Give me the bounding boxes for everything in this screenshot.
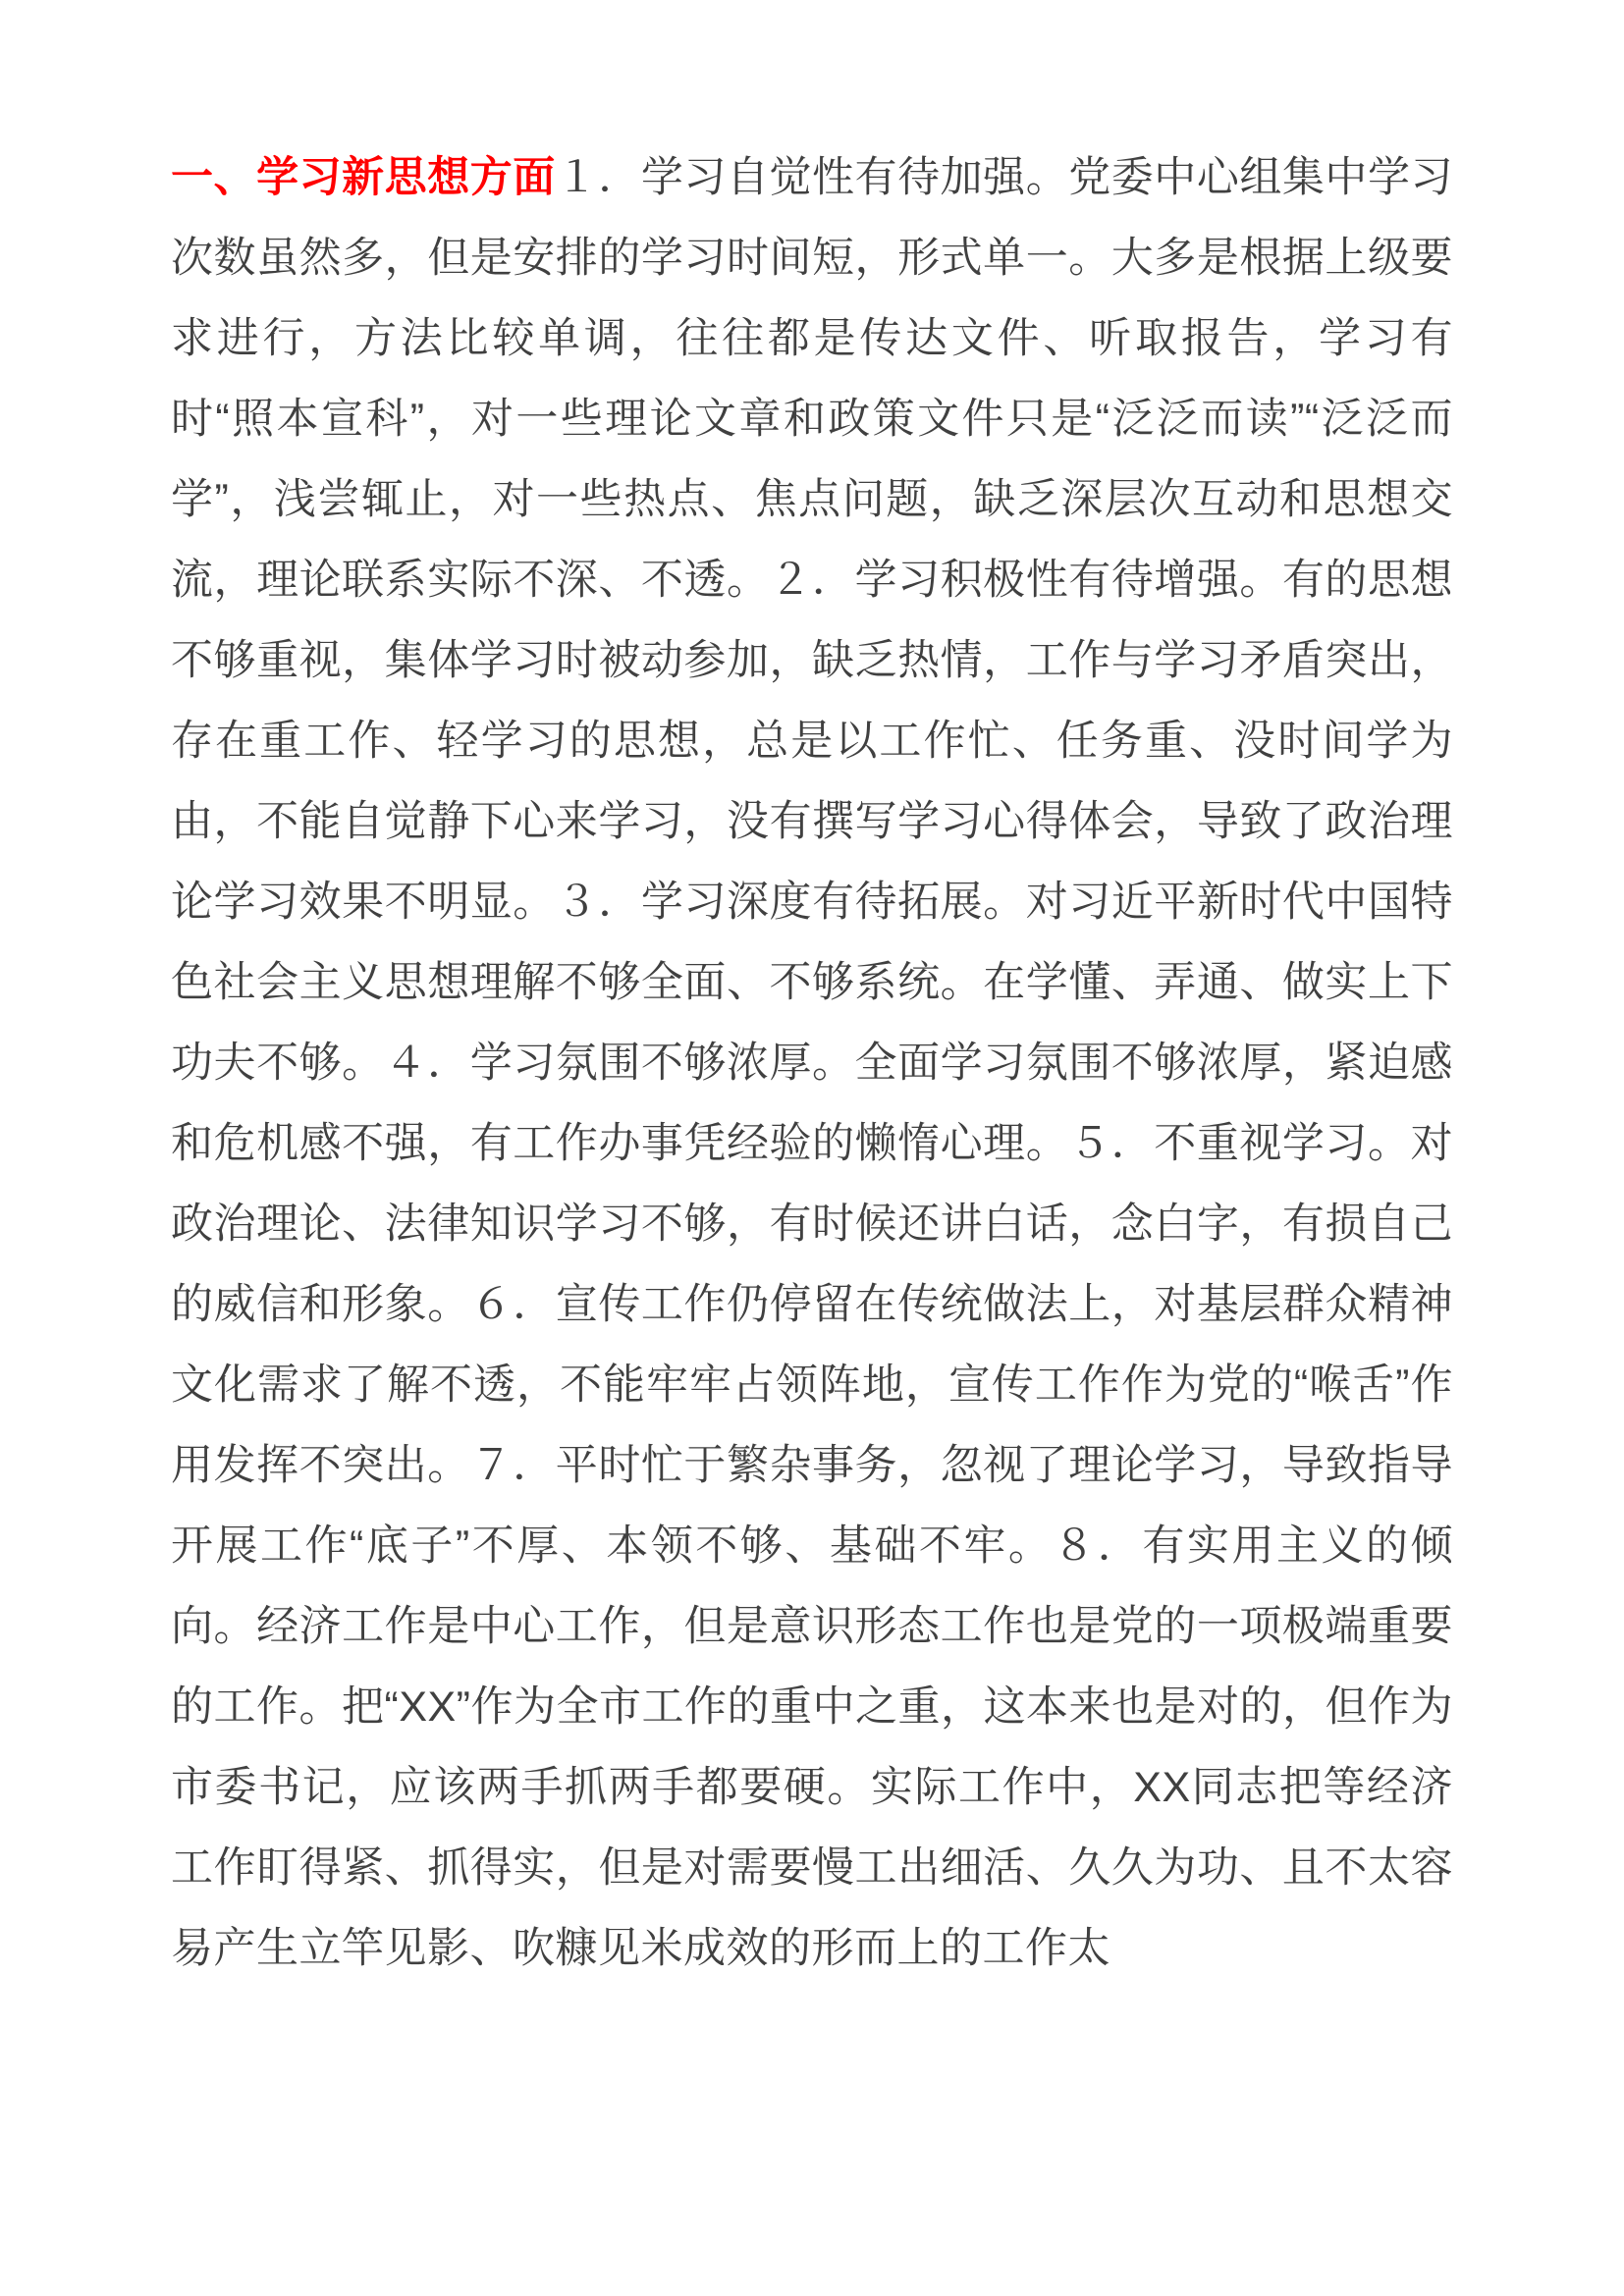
document-paragraph	[171, 137, 1453, 1989]
section-heading: 一、学习新思想方面	[171, 154, 556, 201]
paragraph-body-text: １．学习自觉性有待加强。党委中心组集中学习次数虽然多，但是安排的学习时间短，形式单一。大多是根据上级要求进行，方法比较单调，往往都是传达文件、听取报告，学习有时“照本宣科”，对一些理论文章和政策文件只是“泛泛而读”“泛泛而学”，浅尝辄止，对一些热点、焦点问题，缺乏深层次互动和思想交流，理论联系实际不深、不透。２．学习积极性有待增强。有的思想不够重视，集体学习时被动参加，缺乏热情，工作与学习矛盾突出，存在重工作、轻学习的思想，总是以工作忙、任务重、没时间学为由，不能自觉静下心来学习，没有撰写学习心得体会，导致了政治理论学习效果不明显。３．学习深度有待拓展。对习近平新时代中国特色社会主义思想理解不够全面、不够系统。在学懂、弄通、做实上下功夫不够。４．学习氛围不够浓厚。全面学习氛围不够浓厚，紧迫感和危机感不强，有工作办事凭经验的懒惰心理。５．不重视学习。对政治理论、法律知识学习不够，有时候还讲白话，念白字，有损自己的威信和形象。６．宣传工作仍停留在传统做法上，对基层群众精神文化需求了解不透，不能牢牢占领阵地，宣传工作作为党的“喉舌”作用发挥不突出。７．平时忙于繁杂事务，忽视了理论学习，导致指导开展工作“底子”不厚、本领不够、基础不牢。８．有实用主义的倾向。经济工作是中心工作，但是意识形态工作也是党的一项极端重要的工作。把“XX”作为全市工作的重中之重，这本来也是对的，但作为市委书记，应该两手抓两手都要硬。实际工作中，XX同志把等经济工作盯得紧、抓得实，但是对需要慢工出细活、久久为功、且不太容易产生立竿见影、吹糠见米成效的形而上的工作太	[171, 154, 1454, 1972]
